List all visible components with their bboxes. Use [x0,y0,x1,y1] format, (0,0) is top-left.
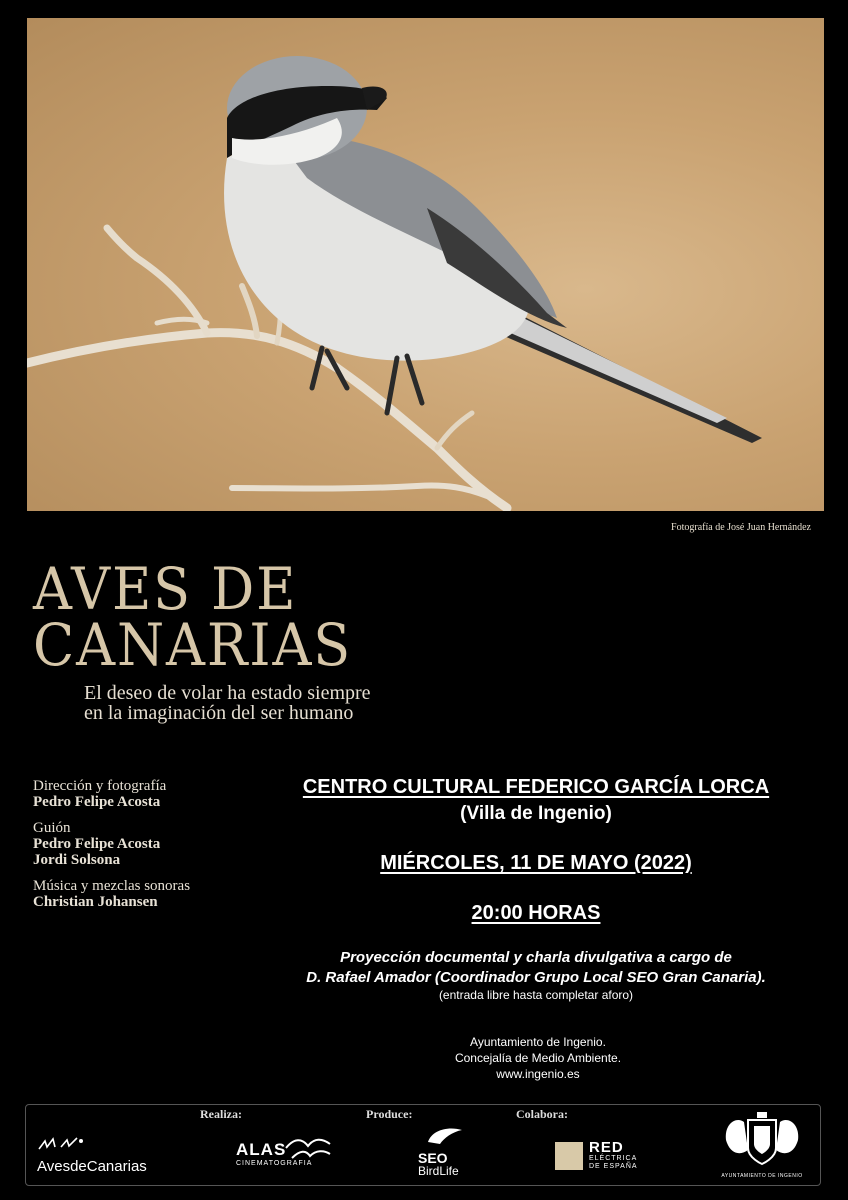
credit-role-direction: Dirección y fotografía [33,778,167,794]
seo-birdlife-logo [418,1124,466,1178]
red-logo-text: RED [589,1139,624,1156]
organizer-line2: Concejalía de Medio Ambiente. [454,1051,622,1065]
credit-name: Jordi Solsona [33,852,121,868]
poster-title-line1: AVES DE [33,555,298,623]
seo-logo-text: SEO [418,1150,448,1166]
event-description [248,948,824,988]
alas-logo-subtext: CINEMATOGRAFIA [236,1160,313,1167]
red-electrica-emblem-icon [555,1142,583,1170]
subtitle-line1: El deseo de volar ha estado siempre [84,682,371,704]
photo-credit: Fotografía de José Juan Hernández [671,522,811,533]
seo-bird-icon [418,1124,466,1146]
event-place: (Villa de Ingenio) [460,803,612,824]
aves-logo-text: AvesdeCanarias [37,1158,147,1175]
red-logo-subtext2: DE ESPAÑA [589,1163,638,1170]
credit-name: Pedro Felipe Acosta [33,794,161,810]
credit-role-script: Guión [33,820,71,836]
event-venue: CENTRO CULTURAL FEDERICO GARCÍA LORCA [302,776,770,798]
event-date: MIÉRCOLES, 11 DE MAYO (2022) [380,852,692,874]
footer-label-realiza: Realiza: [200,1107,242,1121]
subtitle-line2: en la imaginación del ser humano [84,702,354,724]
bird-photo [27,18,824,511]
event-description-line1: Proyección documental y charla divulgativa a cargo de [340,949,732,966]
wings-icon [284,1134,334,1162]
footer-label-colabora: Colabora: [516,1107,568,1121]
organizer-website[interactable]: www.ingenio.es [496,1067,580,1081]
organizer-line1: Ayuntamiento de Ingenio. [470,1035,606,1049]
poster-subtitle [84,683,371,723]
credits-block [33,778,190,910]
poster-title-line2: CANARIAS [33,611,353,679]
ayuntamiento-logo-text: AYUNTAMIENTO DE INGENIO [721,1173,803,1179]
alas-cinematografia-logo [236,1140,312,1167]
footer-label-produce: Produce: [366,1107,413,1121]
birds-icon [37,1135,97,1155]
coat-of-arms-icon [722,1110,802,1168]
credit-role-music: Música y mezclas sonoras [33,878,191,894]
aves-de-canarias-logo [37,1135,147,1175]
credit-name: Christian Johansen [33,894,158,910]
ayuntamiento-ingenio-logo [716,1110,808,1179]
organizer-block [400,1034,676,1082]
red-logo-subtext1: ELÉCTRICA [589,1155,638,1162]
shrike-illustration [27,18,824,511]
event-note: (entrada libre hasta completar aforo) [438,988,634,1002]
event-time: 20:00 HORAS [471,902,601,924]
alas-logo-text: ALAS [236,1140,287,1159]
credit-name: Pedro Felipe Acosta [33,836,161,852]
seo-logo-subtext: BirdLife [418,1164,459,1178]
event-description-line2: D. Rafael Amador (Coordinador Grupo Local SEO Gran Canaria). [306,969,766,986]
